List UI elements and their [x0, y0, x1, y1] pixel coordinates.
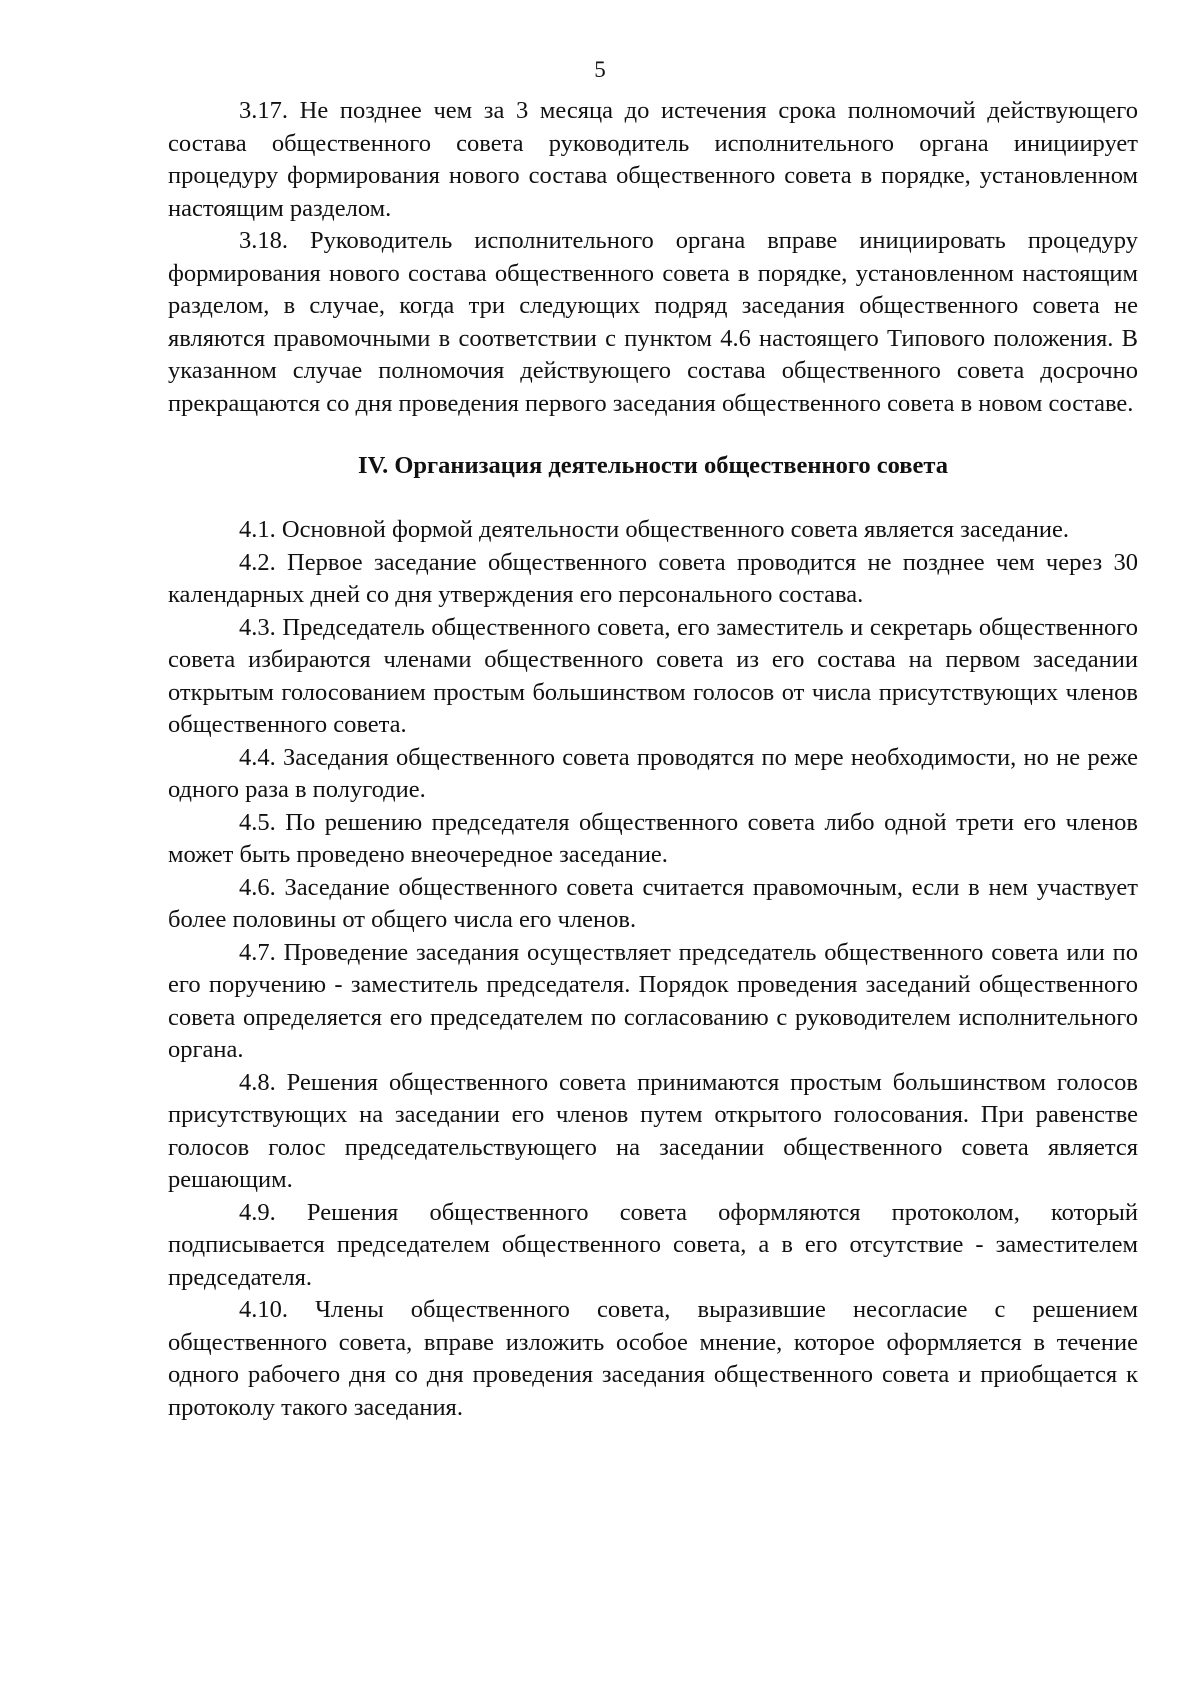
paragraph-3-17: 3.17. Не позднее чем за 3 месяца до истечения срока полномочий действующего состава общественного совета руководитель исполнительного органа инициирует процедуру формирования нового состава общественного совета в порядке, установленном настоящим разделом.	[168, 97, 1138, 222]
paragraph-4-6: 4.6. Заседание общественного совета считается правомочным, если в нем участвует более половины от общего числа его членов.	[168, 873, 1138, 933]
paragraph-4-9: 4.9. Решения общественного совета оформляются протоколом, который подписывается председателем общественного совета, а в его отсутствие - заместителем председателя.	[168, 1198, 1138, 1291]
paragraph-3-18: 3.18. Руководитель исполнительного органа вправе инициировать процедуру формирования нового состава общественного совета в порядке, установленном настоящим разделом, в случае, когда три следующих подряд заседания общественного совета не являются правомочными в соответствии с пунктом 4.6 настоящего Типового положения. В указанном случае полномочия действующего состава общественного совета досрочно прекращаются со дня проведения первого заседания общественного совета в новом составе.	[168, 227, 1138, 417]
paragraph-4-3: 4.3. Председатель общественного совета, его заместитель и секретарь общественного совета избираются членами общественного совета из его состава на первом заседании открытым голосованием простым большинством голосов от числа присутствующих членов общественного совета.	[168, 613, 1138, 738]
paragraph-4-1: 4.1. Основной формой деятельности общественного совета является заседание.	[239, 516, 1069, 543]
page-number: 5	[594, 57, 606, 82]
paragraph-4-2: 4.2. Первое заседание общественного совета проводится не позднее чем через 30 календарных дней со дня утверждения его персонального состава.	[168, 548, 1138, 608]
document-body	[168, 95, 1138, 1424]
section-heading: IV. Организация деятельности общественного совета	[358, 452, 948, 479]
paragraph-4-5: 4.5. По решению председателя общественного совета либо одной трети его членов может быть проведено внеочередное заседание.	[168, 808, 1138, 868]
paragraph-4-4: 4.4. Заседания общественного совета проводятся по мере необходимости, но не реже одного раза в полугодие.	[168, 743, 1138, 803]
paragraph-4-10: 4.10. Члены общественного совета, выразившие несогласие с решением общественного совета, вправе изложить особое мнение, которое оформляется в течение одного рабочего дня со дня проведения заседания общественного совета и приобщается к протоколу такого заседания.	[168, 1296, 1138, 1421]
paragraph-4-7: 4.7. Проведение заседания осуществляет председатель общественного совета или по его поручению - заместитель председателя. Порядок проведения заседаний общественного совета определяется его председателем по согласованию с руководителем исполнительного органа.	[168, 938, 1138, 1063]
paragraph-4-8: 4.8. Решения общественного совета принимаются простым большинством голосов присутствующих на заседании его членов путем открытого голосования. При равенстве голосов голос председательствующего на заседании общественного совета является решающим.	[168, 1068, 1138, 1193]
